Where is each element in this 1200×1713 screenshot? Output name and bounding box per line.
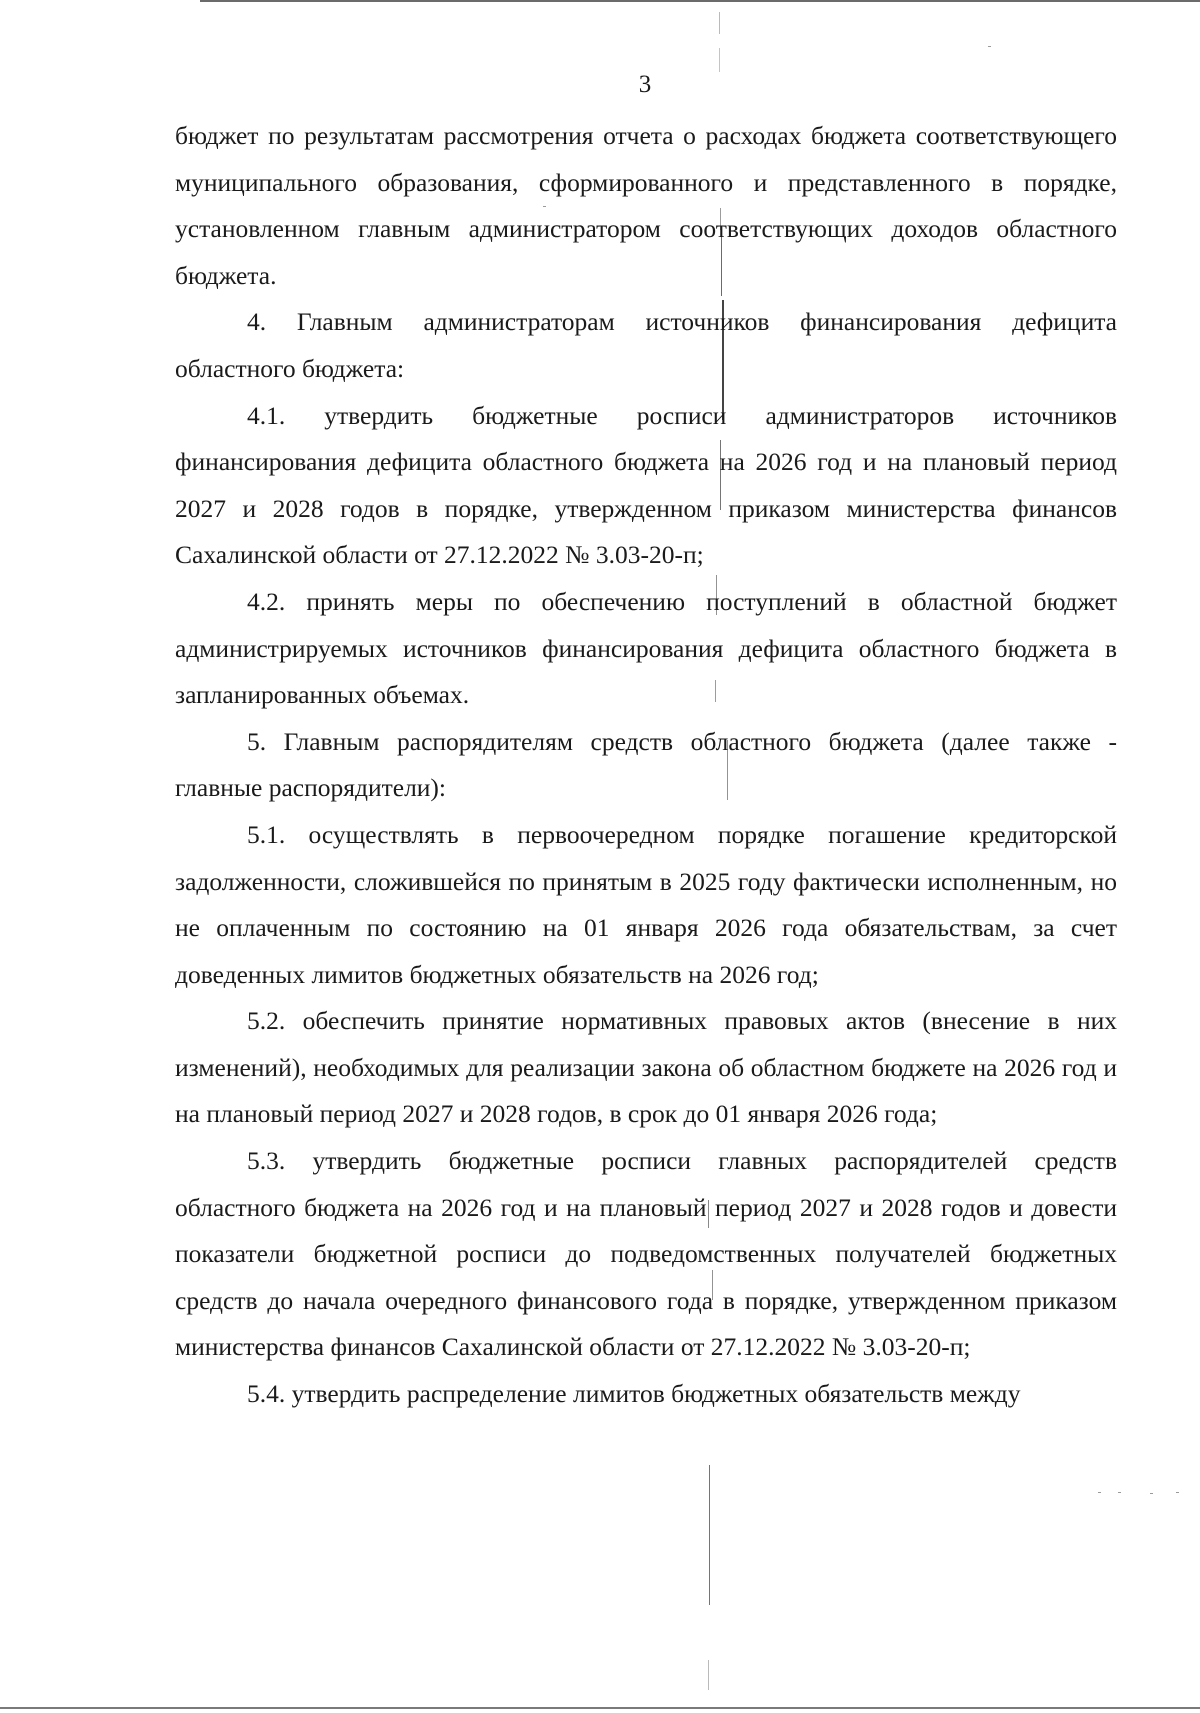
scan-bottom-edge (0, 1707, 1200, 1709)
paragraph-5-3: 5.3. утвердить бюджетные росписи главных распорядителей средств областного бюджета на 2026 год и на плановый период 2027 и 2028 годов и довести показатели бюджетной росписи до подведомственных получателей бюджетных средств до начала очередного финансового года в порядке, утвержденном приказом министерства финансов Сахалинской области от 27.12.2022 № 3.03-20-п; (175, 1146, 1117, 1362)
paragraph-4-1: 4.1. утвердить бюджетные росписи администраторов источников финансирования дефицита областного бюджета на 2026 год и на плановый период 2027 и 2028 годов в порядке, утвержденном приказом министерства финансов Сахалинской области от 27.12.2022 № 3.03-20-п; (175, 400, 1117, 570)
paragraph-5-2: 5.2. обеспечить принятие нормативных правовых актов (внесение в них изменений), необходимых для реализации закона об областном бюджете на 2026 год и на плановый период 2027 и 2028 годов, в срок до 01 января 2026 года; (175, 1006, 1117, 1129)
scan-fold-line (719, 12, 720, 34)
scan-speck (988, 46, 991, 47)
scan-fold-line (709, 1465, 710, 1605)
paragraph-5-1: 5.1. осуществлять в первоочередном порядке погашение кредиторской задолженности, сложившейся по принятым в 2025 году фактически исполненным, но не оплаченным по состоянию на 01 января 2026 года обязательствам, за счет доведенных лимитов бюджетных обязательств на 2026 год; (175, 819, 1117, 989)
scan-speck (1176, 1492, 1179, 1493)
scan-fold-line (719, 48, 720, 72)
document-body (175, 113, 1117, 1418)
paragraph-4-2: 4.2. принять меры по обеспечению поступлений в областной бюджет администрируемых источников финансирования дефицита областного бюджета в запланированных объемах. (175, 586, 1117, 710)
scan-speck (1118, 1492, 1121, 1493)
scan-fold-line (708, 1660, 709, 1690)
paragraph-4: 4. Главным администраторам источников финансирования дефицита областного бюджета: (175, 307, 1117, 383)
paragraph-5: 5. Главным распорядителям средств областного бюджета (далее также - главные распорядители): (175, 726, 1117, 803)
paragraph-continuation: бюджет по результатам рассмотрения отчета о расходах бюджета соответствующего муниципального образования, сформированного и представленного в порядке, установленном главным администратором соответствующих доходов областного бюджета. (175, 121, 1117, 290)
scan-speck (1098, 1492, 1101, 1493)
scan-speck (1150, 1493, 1153, 1494)
scan-top-edge (200, 0, 1200, 2)
paragraph-5-4: 5.4. утвердить распределение лимитов бюджетных обязательств между (247, 1379, 1021, 1409)
page-number: 3 (638, 71, 652, 98)
